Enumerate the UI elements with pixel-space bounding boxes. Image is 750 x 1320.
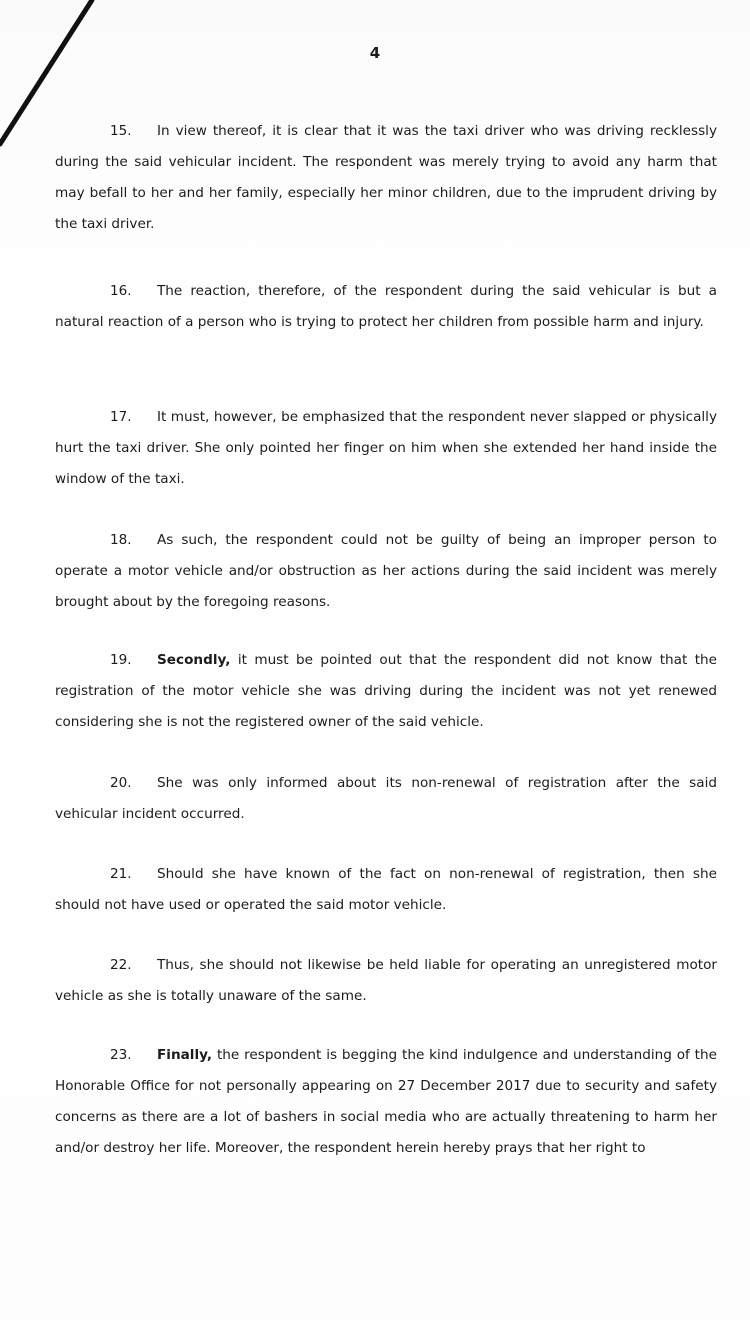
- page-number: 4: [369, 44, 381, 62]
- paragraph-text: In view thereof, it is clear that it was the taxi driver who was driving recklessly during the said vehicular incident. The respondent was merely trying to avoid any harm that may befall to her and her family, especially her minor children, due to the imprudent driving by the taxi driver.: [55, 123, 717, 232]
- paragraph-text: Should she have known of the fact on non-renewal of registration, then she should not have used or operated the said motor vehicle.: [55, 866, 717, 913]
- paragraph-number: 16.: [110, 283, 132, 299]
- paragraph-text: It must, however, be emphasized that the respondent never slapped or physically hurt the taxi driver. She only pointed her finger on him when she extended her hand inside the window of the taxi.: [55, 409, 717, 487]
- paragraph-22: [55, 950, 717, 1012]
- paragraph-18: [55, 525, 717, 618]
- paragraph-number: 18.: [110, 532, 132, 548]
- paragraph-number: 20.: [110, 775, 132, 791]
- paragraph-16: [55, 276, 717, 338]
- paragraph-text: Thus, she should not likewise be held liable for operating an unregistered motor vehicle as she is totally unaware of the same.: [55, 957, 717, 1004]
- paragraph-text: As such, the respondent could not be guilty of being an improper person to operate a motor vehicle and/or obstruction as her actions during the said incident was merely brought about by the foregoing reasons.: [55, 532, 717, 610]
- paragraph-text: The reaction, therefore, of the respondent during the said vehicular is but a natural reaction of a person who is trying to protect her children from possible harm and injury.: [55, 283, 717, 330]
- paragraph-number: 22.: [110, 957, 132, 973]
- paragraph-number: 21.: [110, 866, 132, 882]
- paragraph-text: She was only informed about its non-renewal of registration after the said vehicular incident occurred.: [55, 775, 717, 822]
- paragraph-lead: Finally,: [157, 1047, 213, 1063]
- paragraph-number: 23.: [110, 1047, 132, 1063]
- paragraph-17: [55, 402, 717, 495]
- paragraph-19: [55, 645, 717, 738]
- paragraph-15: [55, 116, 717, 240]
- paragraph-number: 17.: [110, 409, 132, 425]
- paragraph-21: [55, 859, 717, 921]
- paragraph-23: [55, 1040, 717, 1164]
- paragraph-number: 15.: [110, 123, 132, 139]
- paragraph-lead: Secondly,: [157, 652, 231, 668]
- paragraph-text: it must be pointed out that the respondent did not know that the registration of the motor vehicle she was driving during the incident was not yet renewed considering she is not the registered owner of the said vehicle.: [55, 652, 717, 730]
- paragraph-20: [55, 768, 717, 830]
- paragraph-text: the respondent is begging the kind indulgence and understanding of the Honorable Office for not personally appearing on 27 December 2017 due to security and safety concerns as there are a lot of bashers in social media who are actually threatening to harm her and/or destroy her life. Moreover, the respondent herein hereby prays that her right to: [55, 1047, 717, 1156]
- paragraph-number: 19.: [110, 652, 132, 668]
